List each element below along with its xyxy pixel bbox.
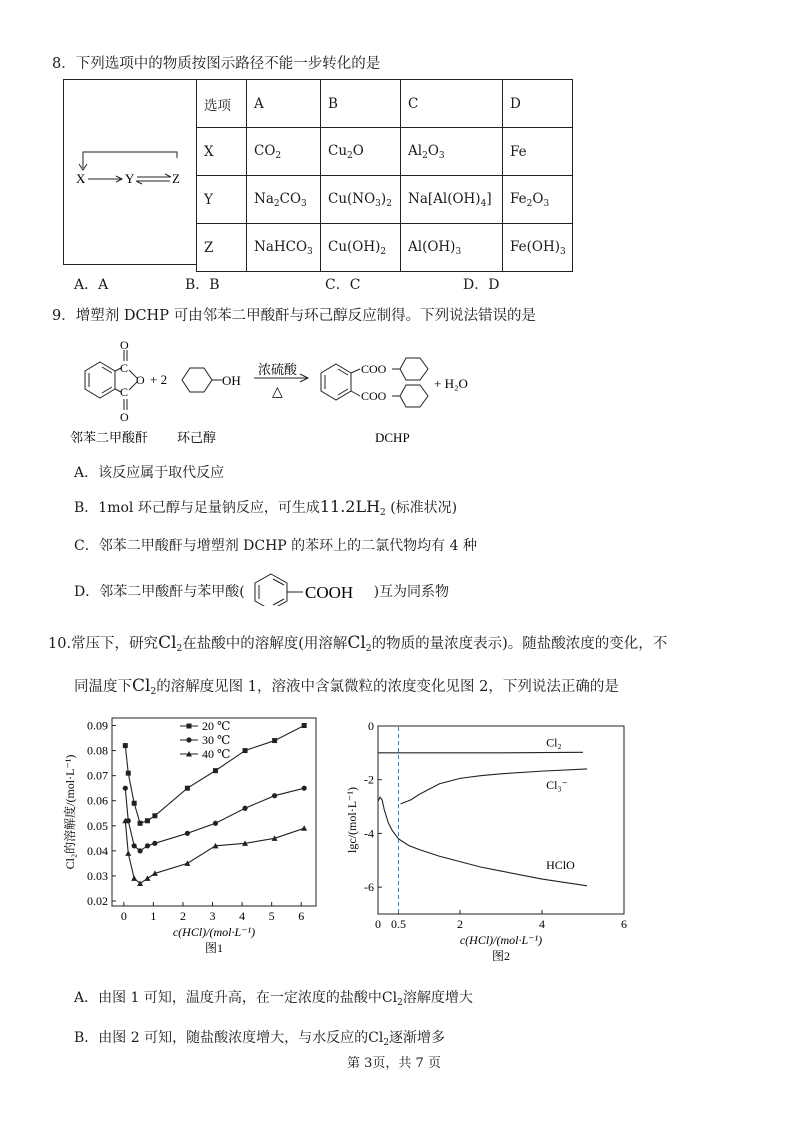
table-row [197, 176, 573, 224]
diagram-y: Y [125, 171, 135, 186]
header-cell: 选项 [197, 80, 247, 128]
series-label-cl3: Cl₃⁻ [546, 778, 568, 793]
formula-text: ] [486, 190, 492, 207]
q10-option-b[interactable] [74, 1027, 445, 1048]
data-point-circle [137, 848, 142, 853]
cl2-formula: Cl [368, 1030, 384, 1046]
q9-option-d[interactable] [74, 578, 449, 606]
y-tick-label: -6 [364, 880, 374, 895]
x-tick-label: 6 [298, 909, 305, 923]
data-point-square [126, 771, 131, 776]
formula-subscript: 2 [386, 198, 392, 209]
chart-title: 图1 [204, 941, 224, 955]
h2-subscript: 2 [380, 508, 386, 518]
formula-text: Fe [510, 190, 527, 207]
data-point-circle [302, 786, 307, 791]
data-point-square [152, 813, 157, 818]
formula-subscript: 3 [543, 198, 550, 209]
table-cell [503, 224, 573, 272]
formula-subscript: 2 [273, 198, 280, 209]
q10-text: 10.常压下，研究 [48, 636, 159, 652]
formula-subscript: 2 [347, 150, 353, 161]
data-point-square [213, 768, 218, 773]
data-point-triangle [184, 860, 190, 866]
atom-c-top: C [120, 361, 129, 375]
table-cell [401, 224, 503, 272]
data-point-circle [272, 793, 277, 798]
series-line-0 [378, 752, 583, 753]
data-point-square [243, 748, 248, 753]
q9-stem: 9．增塑剂 DCHP 可由邻苯二甲酸酐与环己醇反应制得。下列说法错误的是 [52, 308, 537, 324]
row-label: Z [197, 224, 247, 272]
x-tick-label: 4 [539, 917, 545, 931]
formula-text: O [352, 142, 364, 159]
legend-label: 40 ℃ [202, 747, 231, 761]
formula-subscript: 3 [560, 246, 566, 257]
q8-diagram-cell [63, 79, 197, 265]
series-line-2 [378, 797, 587, 886]
y-axis-label: lgc/(mol·L⁻¹) [345, 787, 359, 853]
q10-option-a[interactable] [74, 987, 473, 1008]
data-point-square [138, 821, 143, 826]
data-point-circle [145, 843, 150, 848]
x-tick-label: 0.5 [391, 917, 406, 931]
cooh-group: COOH [305, 583, 354, 602]
q9-option-d-tail: )互为同系物 [373, 584, 450, 600]
q9-option-a[interactable]: A．该反应属于取代反应 [74, 465, 225, 481]
q9-reaction-scheme [70, 338, 510, 446]
cl2-formula: Cl [381, 990, 398, 1006]
formula-text: Cu [328, 142, 348, 159]
diagram-z: Z [172, 171, 180, 186]
data-point-square [145, 818, 150, 823]
ester-group-2: COO [361, 389, 387, 403]
y-tick-label: 0.04 [87, 843, 108, 858]
diagram-x: X [76, 171, 86, 186]
q10-stem-line2 [74, 675, 619, 697]
q9-option-b-tail: (标准状况) [385, 500, 458, 516]
reaction-coefficient: + 2 [150, 372, 168, 387]
table-cell [247, 224, 321, 272]
q8-option-d[interactable]: D．D [463, 277, 500, 293]
q9-option-d-text: D．邻苯二甲酸酐与苯甲酸( [74, 584, 245, 600]
data-point-circle [123, 786, 128, 791]
x-tick-label: 0 [375, 917, 381, 931]
cl2-formula: Cl [158, 633, 177, 653]
data-point-circle [242, 806, 247, 811]
x-tick-label: 4 [239, 909, 246, 923]
formula-subscript: 3 [438, 150, 445, 161]
formula-text: O [427, 142, 439, 159]
y-tick-label: 0.09 [87, 718, 108, 733]
table-header-row [197, 80, 573, 128]
series-line-2 [125, 821, 304, 884]
table-cell [503, 176, 573, 224]
header-cell: C [401, 80, 503, 128]
cyclohexane-ring-icon [182, 368, 212, 392]
cl2-subscript: 2 [176, 644, 183, 654]
q8-option-a[interactable]: A．A [74, 277, 109, 293]
legend-label: 30 ℃ [202, 733, 231, 747]
x-tick-label: 5 [268, 909, 275, 923]
y-tick-label: 0.03 [87, 868, 108, 883]
data-point-triangle [131, 875, 137, 881]
formula-subscript: 4 [480, 198, 487, 209]
formula-subscript: 3 [307, 246, 313, 257]
data-point-square [302, 723, 307, 728]
h2-volume: 11.2LH [319, 497, 381, 516]
atom-o-top: O [120, 338, 129, 352]
table-row [197, 128, 573, 176]
ester-group-1: COO [361, 362, 387, 376]
formula-subscript: 3 [375, 198, 381, 209]
x-axis-label: c(HCl)/(mol·L⁻¹) [459, 933, 543, 947]
formula-text: CO [254, 142, 276, 159]
formula-subscript: 2 [275, 150, 282, 161]
formula-subscript: 2 [380, 246, 387, 257]
figure-1-chart [50, 712, 340, 972]
formula-text: Al(OH) [408, 238, 456, 255]
x-tick-label: 2 [179, 909, 186, 923]
y-tick-label: -4 [364, 826, 374, 841]
cl2-subscript: 2 [150, 687, 157, 697]
q10-option-a-text: A．由图 1 可知，温度升高，在一定浓度的盐酸中 [74, 990, 382, 1006]
legend-marker-circle [186, 737, 191, 742]
table-cell [401, 176, 503, 224]
q10-option-b-text: B．由图 2 可知，随盐酸浓度增大，与水反应的 [74, 1030, 369, 1046]
x-tick-label: 0 [120, 909, 127, 923]
q9-option-b[interactable] [74, 497, 457, 518]
formula-text: NaHCO [254, 238, 308, 255]
table-cell [503, 128, 573, 176]
x-tick-label: 6 [621, 917, 627, 931]
data-point-triangle [125, 850, 131, 856]
table-row [197, 224, 573, 272]
formula-subscript: 2 [526, 198, 533, 209]
q8-option-c[interactable]: C．C [325, 277, 361, 293]
data-point-circle [152, 841, 157, 846]
series-label-cl2: Cl₂ [546, 735, 562, 750]
formula-subscript: 3 [301, 198, 307, 209]
data-point-circle [213, 821, 218, 826]
series-label-hclo: HClO [546, 858, 575, 873]
label-alcohol: 环己醇 [177, 430, 217, 445]
legend-marker-square [187, 724, 192, 729]
data-point-square [123, 743, 128, 748]
heat-symbol: △ [272, 385, 283, 400]
hydroxyl-label: OH [222, 373, 241, 388]
formula-subscript: 3 [455, 246, 462, 257]
cl2-subscript: 2 [397, 998, 403, 1008]
label-anhydride: 邻苯二甲酸酐 [70, 430, 149, 445]
data-point-square [185, 786, 190, 791]
formula-text: Cu(OH) [328, 238, 381, 255]
cl2-subscript: 2 [383, 1038, 390, 1048]
row-label: Y [197, 176, 247, 224]
q10-option-a-tail: 溶解度增大 [402, 990, 473, 1006]
formula-text: Cu(NO [328, 190, 376, 207]
y-axis-label: Cl₂的溶解度/(mol·L⁻¹) [63, 754, 77, 870]
formula-text: Fe [510, 143, 527, 160]
header-cell: B [321, 80, 401, 128]
table-cell [321, 224, 401, 272]
formula-text: Al [408, 142, 423, 159]
cl2-formula: Cl [132, 676, 151, 696]
formula-text: Na[Al(OH) [408, 190, 481, 207]
formula-text: Na [254, 190, 274, 207]
catalyst-label: 浓硫酸 [258, 362, 298, 377]
y-tick-label: 0.06 [87, 793, 108, 808]
chart-title: 图2 [491, 949, 511, 963]
series-line-1 [125, 788, 304, 851]
formula-text: Fe(OH) [510, 238, 560, 255]
atom-c-bot: C [120, 385, 129, 399]
q10-text: 的溶解度见图 1，溶液中含氯微粒的浓度变化见图 2，下列说法正确的是 [156, 679, 619, 695]
benzoic-acid-structure-icon [249, 570, 369, 606]
cl2-subscript: 2 [365, 644, 372, 654]
atom-o-ring: O [136, 373, 145, 387]
data-point-circle [185, 831, 190, 836]
q10-text: 同温度下 [74, 679, 132, 695]
q10-text: 的物质的量浓度表示)。随盐酸浓度的变化，不 [371, 636, 668, 652]
y-tick-label: 0.07 [87, 768, 108, 783]
water-product: + H₂O [434, 376, 468, 391]
table-cell [247, 176, 321, 224]
y-tick-label: -2 [364, 772, 374, 787]
x-tick-label: 2 [457, 917, 463, 931]
data-point-triangle [301, 825, 307, 831]
x-tick-label: 3 [209, 909, 216, 923]
formula-text: ) [380, 190, 387, 207]
table-cell [401, 128, 503, 176]
y-tick-label: 0.05 [87, 818, 108, 833]
formula-text: CO [279, 190, 302, 207]
data-point-triangle [144, 875, 150, 881]
xyz-cycle-diagram [64, 80, 198, 266]
formula-text: O [532, 190, 544, 207]
y-tick-label: 0 [368, 719, 374, 733]
page-footer: 第 3页，共 7 页 [347, 1056, 441, 1071]
atom-o-bot: O [120, 410, 129, 424]
table-cell [321, 176, 401, 224]
q10-stem-line1 [48, 632, 667, 654]
formula-subscript: 2 [422, 150, 428, 161]
header-cell: A [247, 80, 321, 128]
label-product: DCHP [375, 430, 410, 445]
q9-option-c[interactable]: C．邻苯二甲酸酐与增塑剂 DCHP 的苯环上的二氯代物均有 4 种 [74, 538, 477, 554]
x-tick-label: 1 [150, 909, 157, 923]
q8-stem: 8．下列选项中的物质按图示路径不能一步转化的是 [52, 56, 381, 72]
table-cell [321, 128, 401, 176]
legend-label: 20 ℃ [202, 719, 231, 733]
figure-2-chart [340, 712, 640, 972]
q9-option-b-text: B．1mol 环己醇与足量钠反应，可生成 [74, 500, 320, 516]
table-cell [247, 128, 321, 176]
data-point-square [132, 801, 137, 806]
y-tick-label: 0.08 [87, 743, 108, 758]
header-cell: D [503, 80, 573, 128]
data-point-square [272, 738, 277, 743]
cl2-formula: Cl [347, 633, 366, 653]
y-tick-label: 0.02 [87, 893, 108, 908]
row-label: X [197, 128, 247, 176]
q8-table [196, 79, 573, 272]
q10-option-b-tail: 逐渐增多 [389, 1030, 446, 1046]
data-point-circle [132, 843, 137, 848]
q8-option-b[interactable]: B．B [185, 277, 220, 293]
q10-text: 在盐酸中的溶解度(用溶解 [182, 636, 348, 652]
x-axis-label: c(HCl)/(mol·L⁻¹) [172, 925, 256, 939]
